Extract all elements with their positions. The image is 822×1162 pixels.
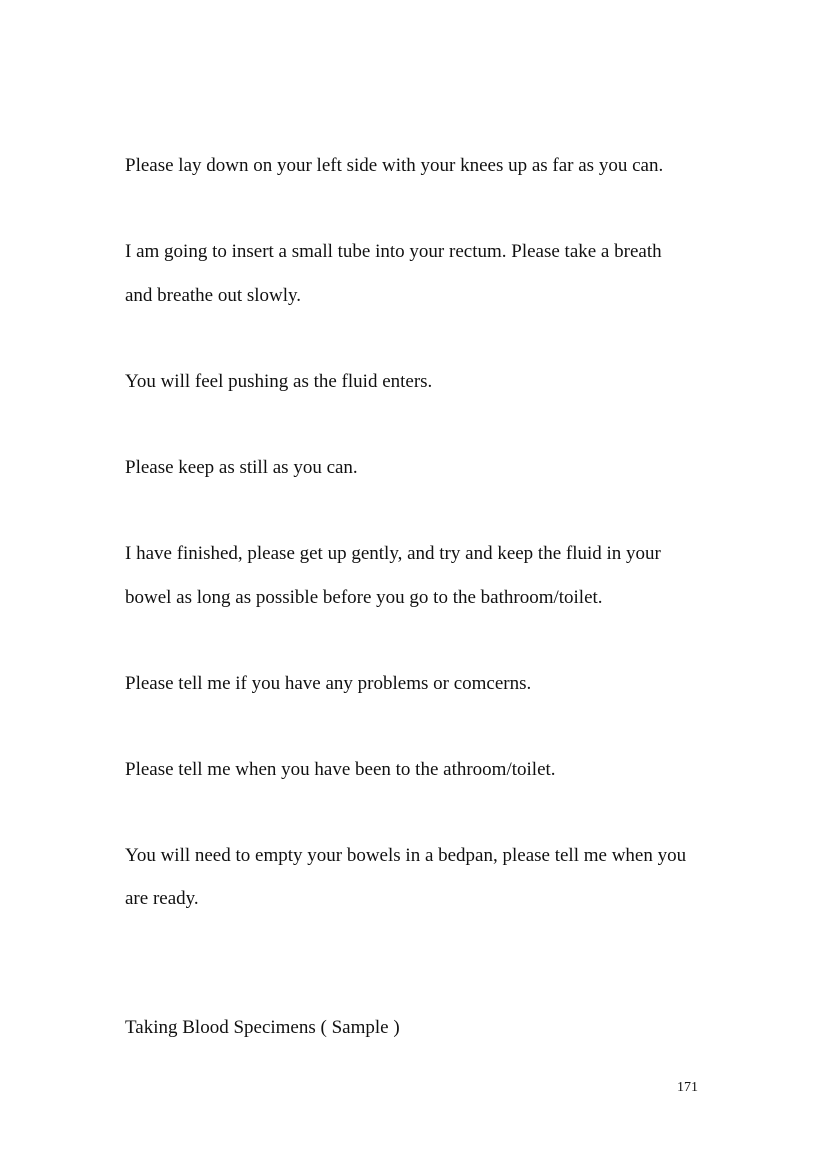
- instruction-bedpan-line-1: You will need to empty your bowels in a bedpan, please tell me when you: [125, 845, 687, 866]
- instruction-insert-tube-line-1: I am going to insert a small tube into your rectum. Please take a breath: [125, 241, 662, 262]
- instruction-finished-line-2: bowel as long as possible before you go to the bathroom/toilet.: [125, 587, 603, 608]
- page-number: 171: [677, 1080, 698, 1095]
- instruction-lay-down: Please lay down on your left side with your knees up as far as you can.: [125, 155, 664, 176]
- instruction-keep-still: Please keep as still as you can.: [125, 457, 358, 478]
- section-heading: Taking Blood Specimens ( Sample ): [125, 1017, 400, 1038]
- instruction-finished-line-1: I have finished, please get up gently, and try and keep the fluid in your: [125, 543, 661, 564]
- instruction-bedpan-line-2: are ready.: [125, 888, 199, 909]
- instruction-problems-concerns: Please tell me if you have any problems or comcerns.: [125, 673, 532, 694]
- instruction-fluid-enters: You will feel pushing as the fluid enters.: [125, 371, 433, 392]
- instruction-been-to-toilet: Please tell me when you have been to the athroom/toilet.: [125, 759, 556, 780]
- instruction-insert-tube-line-2: and breathe out slowly.: [125, 285, 302, 306]
